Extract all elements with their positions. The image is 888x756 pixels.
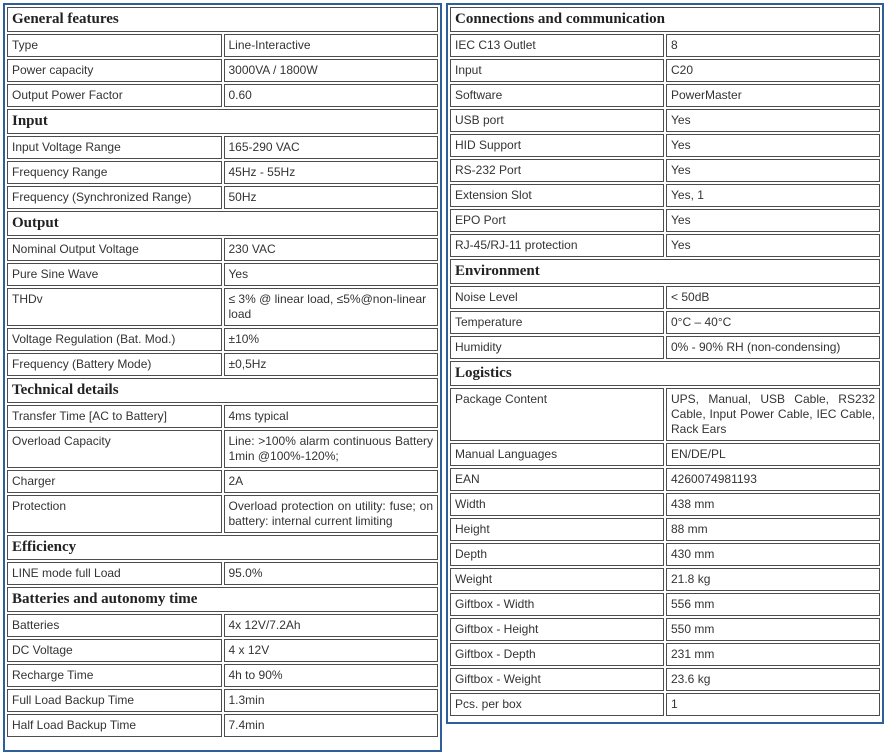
spec-row xyxy=(7,639,438,662)
spec-value: Yes xyxy=(666,234,880,257)
section-header-row xyxy=(7,535,438,560)
spec-row xyxy=(450,543,880,566)
spec-value: 1.3min xyxy=(224,689,439,712)
spec-row xyxy=(450,84,880,107)
left-spec-panel xyxy=(3,3,442,752)
spec-row xyxy=(450,518,880,541)
section-header-row xyxy=(7,7,438,32)
spec-value: 4h to 90% xyxy=(224,664,439,687)
spec-value: 1 xyxy=(666,693,880,716)
spec-row xyxy=(450,109,880,132)
spec-row xyxy=(7,689,438,712)
spec-value: 0% - 90% RH (non-condensing) xyxy=(666,336,880,359)
spec-value: 231 mm xyxy=(666,643,880,666)
spec-value: 165-290 VAC xyxy=(224,136,439,159)
spec-label: Batteries xyxy=(7,614,222,637)
section-header-row xyxy=(450,7,880,32)
spec-value: 7.4min xyxy=(224,714,439,737)
right-spec-panel xyxy=(446,3,884,724)
spec-row xyxy=(450,159,880,182)
spec-value: 4x 12V/7.2Ah xyxy=(224,614,439,637)
spec-row xyxy=(450,286,880,309)
section-header-row xyxy=(7,378,438,403)
spec-value: 45Hz - 55Hz xyxy=(224,161,439,184)
spec-value: 3000VA / 1800W xyxy=(224,59,439,82)
spec-row xyxy=(450,336,880,359)
section-header-row xyxy=(7,587,438,612)
spec-label: Input Voltage Range xyxy=(7,136,222,159)
spec-value: Overload protection on utility: fuse; on battery: internal current limiting xyxy=(224,495,439,533)
spec-label: Giftbox - Width xyxy=(450,593,664,616)
spec-value: 50Hz xyxy=(224,186,439,209)
spec-row xyxy=(450,593,880,616)
spec-label: Package Content xyxy=(450,388,664,441)
spec-label: Pcs. per box xyxy=(450,693,664,716)
spec-row xyxy=(450,59,880,82)
section-title-technical-details: Technical details xyxy=(7,378,438,403)
spec-value: 4260074981193 xyxy=(666,468,880,491)
spec-row xyxy=(450,209,880,232)
spec-label: Extension Slot xyxy=(450,184,664,207)
spec-row xyxy=(7,59,438,82)
spec-label: Power capacity xyxy=(7,59,222,82)
spec-label: Frequency (Synchronized Range) xyxy=(7,186,222,209)
spec-row xyxy=(7,614,438,637)
spec-value: Yes xyxy=(666,109,880,132)
spec-label: Type xyxy=(7,34,222,57)
spec-row xyxy=(450,693,880,716)
spec-value: ±0,5Hz xyxy=(224,353,439,376)
spec-label: IEC C13 Outlet xyxy=(450,34,664,57)
spec-label: Humidity xyxy=(450,336,664,359)
spec-label: Recharge Time xyxy=(7,664,222,687)
spec-value: 4ms typical xyxy=(224,405,439,428)
spec-label: Frequency Range xyxy=(7,161,222,184)
spec-value: Line: >100% alarm continuous Battery 1min @100%-120%; xyxy=(224,430,439,468)
spec-row xyxy=(450,668,880,691)
spec-row xyxy=(7,263,438,286)
spec-row xyxy=(7,353,438,376)
spec-label: THDv xyxy=(7,288,222,326)
spec-row xyxy=(450,443,880,466)
spec-label: Giftbox - Depth xyxy=(450,643,664,666)
section-title-general-features: General features xyxy=(7,7,438,32)
spec-row xyxy=(7,714,438,737)
spec-value: ±10% xyxy=(224,328,439,351)
spec-row xyxy=(7,84,438,107)
spec-value: 430 mm xyxy=(666,543,880,566)
spec-label: Software xyxy=(450,84,664,107)
spec-label: Manual Languages xyxy=(450,443,664,466)
spec-value: 88 mm xyxy=(666,518,880,541)
section-title-input: Input xyxy=(7,109,438,134)
spec-label: LINE mode full Load xyxy=(7,562,222,585)
spec-row xyxy=(450,134,880,157)
section-title-environment: Environment xyxy=(450,259,880,284)
spec-value: 550 mm xyxy=(666,618,880,641)
spec-row xyxy=(450,568,880,591)
spec-label: Voltage Regulation (Bat. Mod.) xyxy=(7,328,222,351)
spec-row xyxy=(7,470,438,493)
spec-label: Overload Capacity xyxy=(7,430,222,468)
spec-label: Height xyxy=(450,518,664,541)
spec-label: Noise Level xyxy=(450,286,664,309)
spec-label: Giftbox - Height xyxy=(450,618,664,641)
spec-label: Output Power Factor xyxy=(7,84,222,107)
spec-value: 0.60 xyxy=(224,84,439,107)
spec-value: 21.8 kg xyxy=(666,568,880,591)
spec-row xyxy=(450,468,880,491)
spec-label: Depth xyxy=(450,543,664,566)
spec-value: 23.6 kg xyxy=(666,668,880,691)
spec-row xyxy=(7,328,438,351)
spec-value: Yes xyxy=(666,159,880,182)
spec-label: EAN xyxy=(450,468,664,491)
spec-row xyxy=(7,238,438,261)
spec-row xyxy=(7,495,438,533)
section-title-connections-and-communication: Connections and communication xyxy=(450,7,880,32)
spec-row xyxy=(7,288,438,326)
spec-label: Width xyxy=(450,493,664,516)
spec-label: USB port xyxy=(450,109,664,132)
spec-label: Full Load Backup Time xyxy=(7,689,222,712)
section-title-efficiency: Efficiency xyxy=(7,535,438,560)
spec-label: Transfer Time [AC to Battery] xyxy=(7,405,222,428)
spec-label: Nominal Output Voltage xyxy=(7,238,222,261)
spec-value: Yes xyxy=(666,134,880,157)
section-header-row xyxy=(450,361,880,386)
spec-value: 8 xyxy=(666,34,880,57)
section-title-logistics: Logistics xyxy=(450,361,880,386)
spec-label: DC Voltage xyxy=(7,639,222,662)
spec-label: RS-232 Port xyxy=(450,159,664,182)
spec-value: Yes xyxy=(666,209,880,232)
section-title-batteries-and-autonomy-time: Batteries and autonomy time xyxy=(7,587,438,612)
spec-row xyxy=(7,430,438,468)
section-header-row xyxy=(7,109,438,134)
spec-label: Half Load Backup Time xyxy=(7,714,222,737)
spec-value: < 50dB xyxy=(666,286,880,309)
spec-label: HID Support xyxy=(450,134,664,157)
spec-value: 4 x 12V xyxy=(224,639,439,662)
spec-row xyxy=(7,186,438,209)
spec-value: ≤ 3% @ linear load, ≤5%@non-linear load xyxy=(224,288,439,326)
spec-value: 230 VAC xyxy=(224,238,439,261)
spec-label: Pure Sine Wave xyxy=(7,263,222,286)
spec-value: C20 xyxy=(666,59,880,82)
spec-row xyxy=(450,311,880,334)
spec-value: 95.0% xyxy=(224,562,439,585)
spec-row xyxy=(450,643,880,666)
spec-value: 0°C – 40°C xyxy=(666,311,880,334)
spec-row xyxy=(450,493,880,516)
spec-label: Temperature xyxy=(450,311,664,334)
spec-row xyxy=(7,405,438,428)
section-header-row xyxy=(7,211,438,236)
spec-label: Input xyxy=(450,59,664,82)
spec-value: PowerMaster xyxy=(666,84,880,107)
spec-row xyxy=(7,34,438,57)
section-title-output: Output xyxy=(7,211,438,236)
spec-row xyxy=(7,664,438,687)
spec-value: 438 mm xyxy=(666,493,880,516)
spec-row xyxy=(450,388,880,441)
spec-row xyxy=(450,34,880,57)
spec-label: Weight xyxy=(450,568,664,591)
spec-label: Protection xyxy=(7,495,222,533)
spec-row xyxy=(450,234,880,257)
spec-row xyxy=(450,618,880,641)
spec-row xyxy=(7,161,438,184)
spec-row xyxy=(7,136,438,159)
spec-row xyxy=(450,184,880,207)
spec-row xyxy=(7,562,438,585)
spec-value: 556 mm xyxy=(666,593,880,616)
spec-value: Line-Interactive xyxy=(224,34,439,57)
left-spec-table xyxy=(5,5,440,739)
spec-value: 2A xyxy=(224,470,439,493)
right-spec-table xyxy=(448,5,882,718)
spec-label: RJ-45/RJ-11 protection xyxy=(450,234,664,257)
section-header-row xyxy=(450,259,880,284)
spec-value: EN/DE/PL xyxy=(666,443,880,466)
spec-label: Frequency (Battery Mode) xyxy=(7,353,222,376)
spec-value: UPS, Manual, USB Cable, RS232 Cable, Input Power Cable, IEC Cable, Rack Ears xyxy=(666,388,880,441)
spec-label: Charger xyxy=(7,470,222,493)
spec-label: Giftbox - Weight xyxy=(450,668,664,691)
spec-label: EPO Port xyxy=(450,209,664,232)
spec-value: Yes, 1 xyxy=(666,184,880,207)
spec-value: Yes xyxy=(224,263,439,286)
